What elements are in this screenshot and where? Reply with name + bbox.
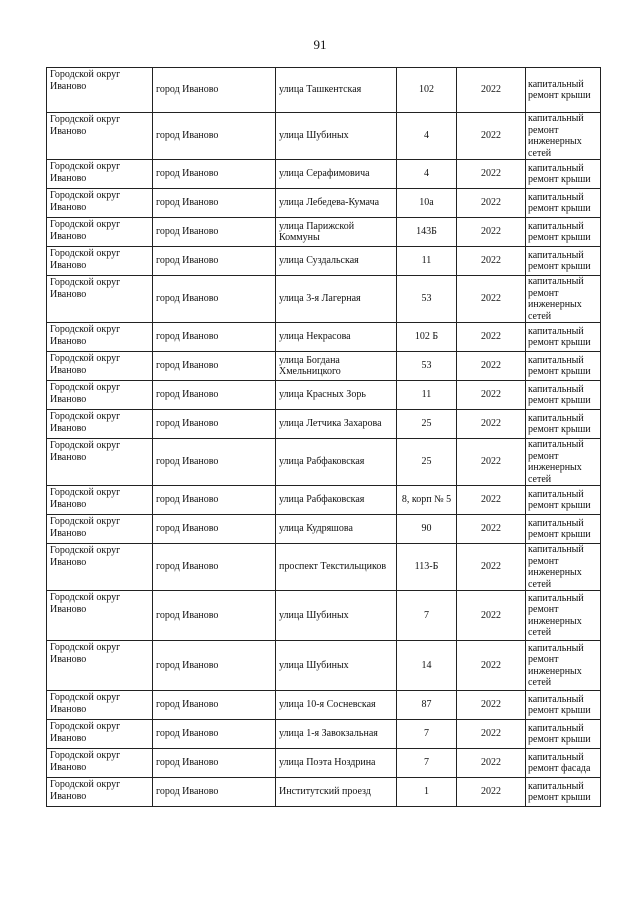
table-row [47,486,601,515]
street-cell: улица Шубиных [276,591,397,641]
table-row [47,381,601,410]
settlement-cell: город Иваново [153,691,276,720]
settlement-cell: город Иваново [153,218,276,247]
year-cell: 2022 [457,544,526,591]
year-cell: 2022 [457,591,526,641]
year-cell: 2022 [457,113,526,160]
year-cell: 2022 [457,247,526,276]
street-cell: улица Суздальская [276,247,397,276]
work-type-cell: капитальный ремонт инженерных сетей [526,641,601,691]
year-cell: 2022 [457,323,526,352]
street-cell: улица Шубиных [276,113,397,160]
municipality-cell: Городской округ Иваново [47,323,153,352]
municipality-cell: Городской округ Иваново [47,515,153,544]
house-number-cell: 11 [397,381,457,410]
year-cell: 2022 [457,641,526,691]
municipality-cell: Городской округ Иваново [47,410,153,439]
municipality-cell: Городской округ Иваново [47,218,153,247]
municipality-cell: Городской округ Иваново [47,486,153,515]
year-cell: 2022 [457,691,526,720]
municipality-cell: Городской округ Иваново [47,160,153,189]
work-type-cell: капитальный ремонт крыши [526,778,601,807]
street-cell: улица 10-я Сосневская [276,691,397,720]
table-row [47,352,601,381]
settlement-cell: город Иваново [153,189,276,218]
work-type-cell: капитальный ремонт крыши [526,720,601,749]
year-cell: 2022 [457,218,526,247]
year-cell: 2022 [457,276,526,323]
settlement-cell: город Иваново [153,591,276,641]
year-cell: 2022 [457,381,526,410]
work-type-cell: капитальный ремонт инженерных сетей [526,591,601,641]
municipality-cell: Городской округ Иваново [47,68,153,113]
work-type-cell: капитальный ремонт крыши [526,410,601,439]
settlement-cell: город Иваново [153,68,276,113]
table-row [47,515,601,544]
house-number-cell: 7 [397,720,457,749]
settlement-cell: город Иваново [153,410,276,439]
settlement-cell: город Иваново [153,515,276,544]
work-type-cell: капитальный ремонт крыши [526,247,601,276]
work-type-cell: капитальный ремонт крыши [526,68,601,113]
settlement-cell: город Иваново [153,323,276,352]
house-number-cell: 87 [397,691,457,720]
settlement-cell: город Иваново [153,276,276,323]
year-cell: 2022 [457,439,526,486]
work-type-cell: капитальный ремонт крыши [526,381,601,410]
house-number-cell: 113-Б [397,544,457,591]
street-cell: улица Кудряшова [276,515,397,544]
house-number-cell: 102 [397,68,457,113]
municipality-cell: Городской округ Иваново [47,439,153,486]
house-number-cell: 102 Б [397,323,457,352]
table-row [47,247,601,276]
house-number-cell: 1 [397,778,457,807]
house-number-cell: 25 [397,410,457,439]
work-type-cell: капитальный ремонт крыши [526,515,601,544]
year-cell: 2022 [457,160,526,189]
street-cell: улица Рабфаковская [276,486,397,515]
table-row [47,691,601,720]
municipality-cell: Городской округ Иваново [47,113,153,160]
table-row [47,720,601,749]
work-type-cell: капитальный ремонт крыши [526,323,601,352]
street-cell: улица 3-я Лагерная [276,276,397,323]
year-cell: 2022 [457,486,526,515]
municipality-cell: Городской округ Иваново [47,749,153,778]
year-cell: 2022 [457,778,526,807]
work-type-cell: капитальный ремонт крыши [526,691,601,720]
work-type-cell: капитальный ремонт инженерных сетей [526,276,601,323]
street-cell: улица 1-я Завокзальная [276,720,397,749]
street-cell: улица Некрасова [276,323,397,352]
table-row [47,439,601,486]
work-type-cell: капитальный ремонт крыши [526,218,601,247]
table-row [47,410,601,439]
municipality-cell: Городской округ Иваново [47,352,153,381]
house-number-cell: 7 [397,591,457,641]
house-number-cell: 4 [397,160,457,189]
year-cell: 2022 [457,68,526,113]
house-number-cell: 4 [397,113,457,160]
municipality-cell: Городской округ Иваново [47,381,153,410]
municipality-cell: Городской округ Иваново [47,276,153,323]
table-row [47,544,601,591]
settlement-cell: город Иваново [153,439,276,486]
municipality-cell: Городской округ Иваново [47,641,153,691]
settlement-cell: город Иваново [153,778,276,807]
table-row [47,113,601,160]
work-type-cell: капитальный ремонт фасада [526,749,601,778]
work-type-cell: капитальный ремонт крыши [526,189,601,218]
house-number-cell: 10а [397,189,457,218]
settlement-cell: город Иваново [153,544,276,591]
table-row [47,189,601,218]
year-cell: 2022 [457,720,526,749]
house-number-cell: 143Б [397,218,457,247]
street-cell: улица Парижской Коммуны [276,218,397,247]
document-table [46,67,601,807]
house-number-cell: 11 [397,247,457,276]
year-cell: 2022 [457,410,526,439]
street-cell: улица Серафимовича [276,160,397,189]
settlement-cell: город Иваново [153,247,276,276]
street-cell: улица Лебедева-Кумача [276,189,397,218]
year-cell: 2022 [457,515,526,544]
settlement-cell: город Иваново [153,160,276,189]
year-cell: 2022 [457,352,526,381]
street-cell: улица Богдана Хмельницкого [276,352,397,381]
municipality-cell: Городской округ Иваново [47,691,153,720]
house-number-cell: 53 [397,352,457,381]
table-row [47,68,601,113]
settlement-cell: город Иваново [153,720,276,749]
municipality-cell: Городской округ Иваново [47,778,153,807]
municipality-cell: Городской округ Иваново [47,189,153,218]
settlement-cell: город Иваново [153,381,276,410]
table-row [47,641,601,691]
street-cell: Институтский проезд [276,778,397,807]
settlement-cell: город Иваново [153,641,276,691]
street-cell: улица Шубиных [276,641,397,691]
street-cell: улица Летчика Захарова [276,410,397,439]
house-number-cell: 25 [397,439,457,486]
table-row [47,591,601,641]
work-type-cell: капитальный ремонт инженерных сетей [526,113,601,160]
municipality-cell: Городской округ Иваново [47,720,153,749]
year-cell: 2022 [457,749,526,778]
municipality-cell: Городской округ Иваново [47,247,153,276]
house-number-cell: 8, корп № 5 [397,486,457,515]
work-type-cell: капитальный ремонт инженерных сетей [526,544,601,591]
house-number-cell: 7 [397,749,457,778]
house-number-cell: 53 [397,276,457,323]
house-number-cell: 90 [397,515,457,544]
work-type-cell: капитальный ремонт крыши [526,160,601,189]
table-row [47,160,601,189]
street-cell: проспект Текстильщиков [276,544,397,591]
table-body [47,68,601,807]
table-row [47,778,601,807]
work-type-cell: капитальный ремонт крыши [526,352,601,381]
street-cell: улица Рабфаковская [276,439,397,486]
settlement-cell: город Иваново [153,113,276,160]
settlement-cell: город Иваново [153,749,276,778]
year-cell: 2022 [457,189,526,218]
table-row [47,276,601,323]
settlement-cell: город Иваново [153,486,276,515]
table-row [47,749,601,778]
municipality-cell: Городской округ Иваново [47,591,153,641]
street-cell: улица Ташкентская [276,68,397,113]
work-type-cell: капитальный ремонт крыши [526,486,601,515]
table-row [47,323,601,352]
settlement-cell: город Иваново [153,352,276,381]
house-number-cell: 14 [397,641,457,691]
page-number: 91 [313,37,327,52]
table-row [47,218,601,247]
street-cell: улица Красных Зорь [276,381,397,410]
municipality-cell: Городской округ Иваново [47,544,153,591]
work-type-cell: капитальный ремонт инженерных сетей [526,439,601,486]
street-cell: улица Поэта Ноздрина [276,749,397,778]
